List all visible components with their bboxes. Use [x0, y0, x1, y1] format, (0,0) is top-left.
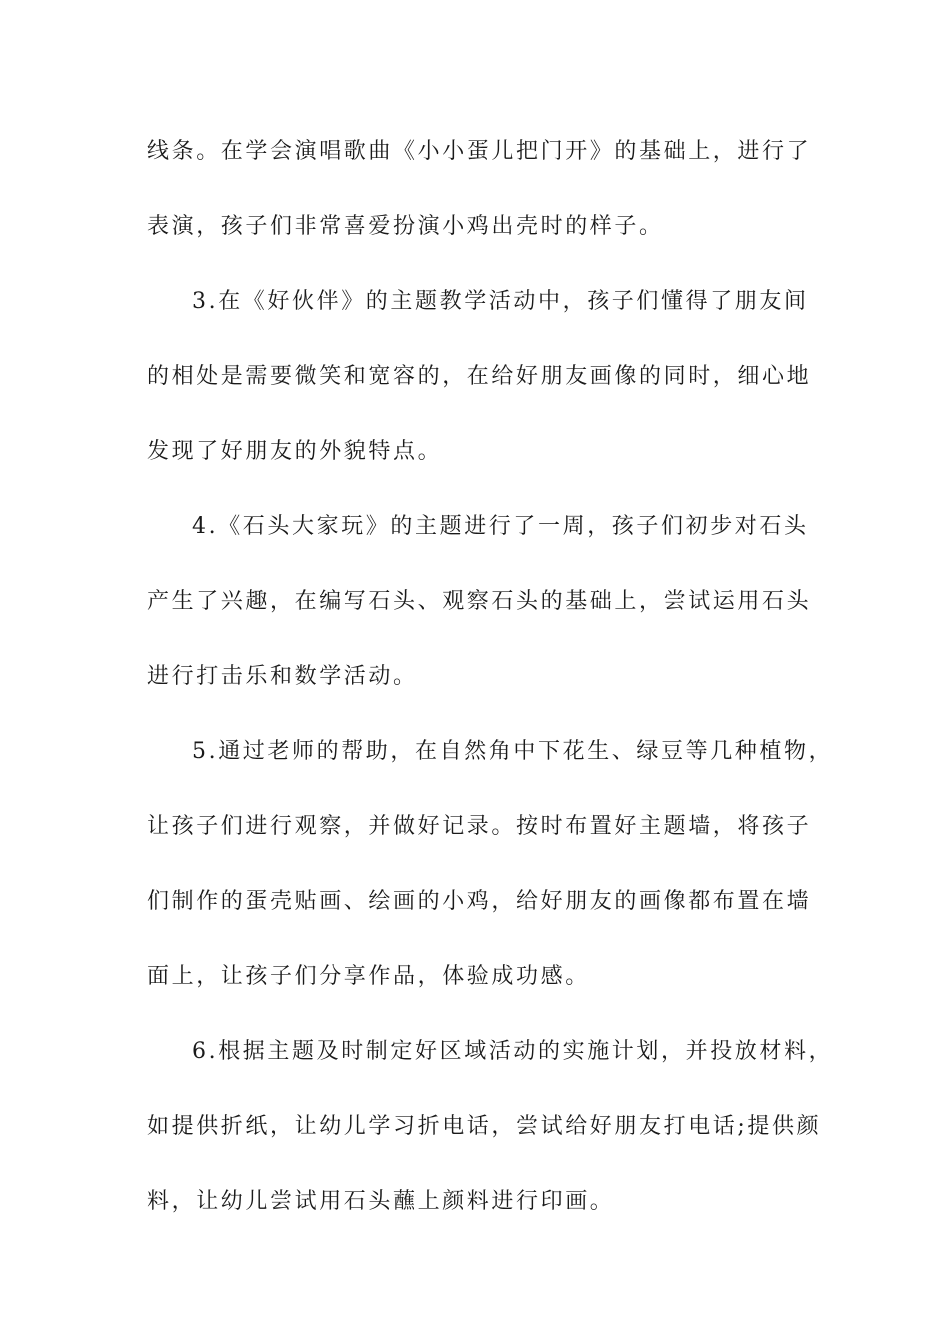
- text-line: 发现了好朋友的外貌特点。: [147, 439, 443, 464]
- text-line: 们制作的蛋壳贴画、绘画的小鸡，给好朋友的画像都布置在墙: [147, 889, 812, 914]
- text-line: 线条。在学会演唱歌曲《小小蛋儿把门开》的基础上，进行了: [147, 139, 812, 164]
- text-line: 的相处是需要微笑和宽容的，在给好朋友画像的同时，细心地: [147, 364, 812, 389]
- text-line: 产生了兴趣，在编写石头、观察石头的基础上，尝试运用石头: [147, 589, 812, 614]
- text-line: 表演，孩子们非常喜爱扮演小鸡出壳时的样子。: [147, 214, 664, 239]
- text-line: 让孩子们进行观察，并做好记录。按时布置好主题墙，将孩子: [147, 814, 812, 839]
- text-line: 料，让幼儿尝试用石头蘸上颜料进行印画。: [147, 1189, 615, 1214]
- text-line: 3.在《好伙伴》的主题教学活动中，孩子们懂得了朋友间: [192, 289, 809, 314]
- text-line: 5.通过老师的帮助，在自然角中下花生、绿豆等几种植物，: [192, 739, 834, 764]
- text-line: 面上，让孩子们分享作品，体验成功感。: [147, 964, 590, 989]
- text-line: 如提供折纸，让幼儿学习折电话，尝试给好朋友打电话;提供颜: [147, 1114, 822, 1139]
- text-line: 进行打击乐和数学活动。: [147, 664, 418, 689]
- text-line: 4.《石头大家玩》的主题进行了一周，孩子们初步对石头: [192, 514, 809, 539]
- text-line: 6.根据主题及时制定好区域活动的实施计划，并投放材料，: [192, 1039, 834, 1064]
